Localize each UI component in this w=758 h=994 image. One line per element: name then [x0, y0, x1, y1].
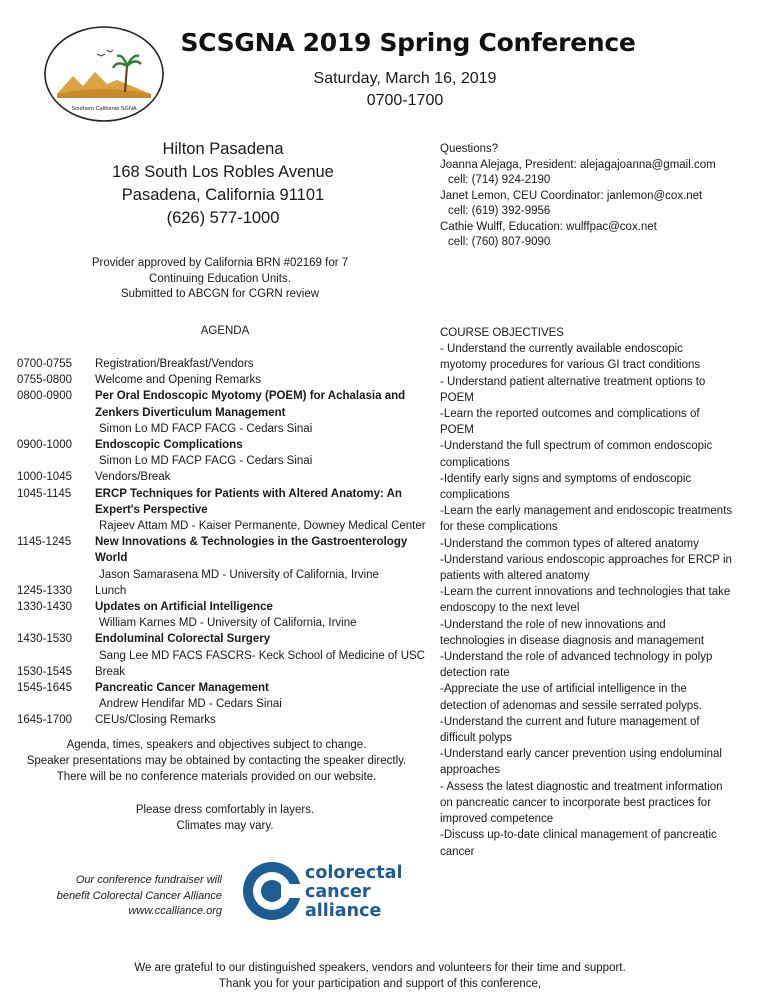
- objective-line: endoscopy to the next level: [440, 602, 580, 615]
- session-title: Registration/Breakfast/Vendors: [95, 358, 254, 370]
- note-line: Agenda, times, speakers and objectives subject to change.: [66, 739, 367, 751]
- cca-word: colorectal: [305, 863, 403, 883]
- session-speaker: Simon Lo MD FACP FACG - Cedars Sinai: [99, 455, 313, 468]
- agenda-time: 0900-1000: [17, 439, 72, 452]
- objective-line: patients with altered anatomy: [440, 570, 590, 583]
- objective-line: difficult polyps: [440, 732, 513, 745]
- session-speaker: Jason Samarasena MD - University of California, Irvine: [99, 568, 379, 581]
- agenda-row: [17, 583, 427, 599]
- contact-cell: cell: (619) 392-9956: [448, 205, 551, 217]
- session-speaker: Sang Lee MD FACS FASCRS- Keck School of Medicine of USC: [99, 649, 425, 662]
- agenda-session: [95, 664, 427, 680]
- fund-url: www.ccalliance.org: [128, 905, 222, 917]
- agenda-session: [95, 680, 427, 712]
- objective-line: - Understand the currently available endoscopic: [440, 343, 683, 356]
- agenda-time: 1530-1545: [17, 665, 72, 678]
- cca-word: cancer: [305, 882, 371, 902]
- objective-line: -Appreciate the use of artificial intelligence in the: [440, 683, 687, 696]
- objective-line: on pancreatic cancer to incorporate best practices for: [440, 796, 712, 809]
- fund-line: Our conference fundraiser will: [75, 874, 222, 886]
- agenda-row: [17, 388, 427, 437]
- agenda-session: [95, 388, 427, 437]
- contact-cell: cell: (714) 924-2190: [448, 174, 551, 186]
- agenda-row: [17, 631, 427, 663]
- venue-name: Hilton Pasadena: [162, 140, 284, 158]
- session-speaker: Simon Lo MD FACP FACG - Cedars Sinai: [99, 422, 313, 435]
- dress-note: [100, 802, 350, 834]
- objective-line: -Learn the reported outcomes and complications of: [440, 408, 700, 421]
- session-title: ERCP Techniques for Patients with Altered Anatomy: An Expert's Perspective: [95, 487, 402, 516]
- objective-line: -Identify early signs and symptoms of endoscopic: [440, 472, 692, 485]
- agenda-time: 1045-1145: [17, 487, 72, 500]
- agenda-row: [17, 599, 427, 631]
- objective-line: -Understand the role of advanced technology in polyp: [440, 651, 713, 664]
- footer-line: We are grateful to our distinguished speakers, vendors and volunteers for their time and support.: [134, 962, 626, 974]
- objective-line: -Understand early cancer prevention using endoluminal: [440, 748, 722, 761]
- objective-line: -Understand various endoscopic approaches for ERCP in: [440, 553, 732, 566]
- footer-line: Thank you for your participation and support of this conference,: [218, 978, 542, 990]
- session-title: CEUs/Closing Remarks: [95, 714, 216, 727]
- provider-line: Provider approved by California BRN #02169 for 7: [91, 257, 349, 269]
- session-title: Break: [95, 665, 126, 678]
- provider-approval: [70, 256, 370, 303]
- objectives-lines: [440, 341, 752, 860]
- agenda-notes: [14, 737, 419, 785]
- fund-line: benefit Colorectal Cancer Alliance: [56, 889, 222, 902]
- objective-line: -Discuss up-to-date clinical management of pancreatic: [440, 829, 717, 842]
- session-title: Vendors/Break: [95, 471, 171, 484]
- provider-line: Submitted to ABCGN for CGRN review: [120, 288, 320, 300]
- venue-phone: (626) 577-1000: [166, 209, 280, 227]
- agenda-row: [17, 486, 427, 535]
- agenda-session: [95, 437, 427, 469]
- agenda-time: 1000-1045: [17, 471, 72, 484]
- objective-line: POEM: [440, 424, 474, 437]
- agenda-time: 0755-0800: [17, 374, 72, 387]
- agenda-row: [17, 712, 427, 728]
- session-speaker: Andrew Hendifar MD - Cedars Sinai: [99, 698, 282, 711]
- objective-line: complications: [440, 489, 510, 502]
- venue-city: Pasadena, California 91101: [121, 186, 325, 204]
- agenda-list: [17, 356, 427, 729]
- agenda-heading: AGENDA: [200, 325, 250, 337]
- objective-line: -Learn the early management and endoscopic treatments: [440, 505, 733, 518]
- note-line: Speaker presentations may be obtained by contacting the speaker directly.: [26, 755, 407, 767]
- objective-line: for these complications: [440, 521, 558, 534]
- agenda-session: [95, 486, 427, 535]
- objective-line: POEM: [440, 391, 474, 404]
- agenda-time: 1245-1330: [17, 584, 72, 597]
- objective-line: myotomy procedures for various GI tract conditions: [440, 359, 701, 372]
- objective-line: -Learn the current innovations and technologies that take: [440, 586, 731, 599]
- agenda-session: [95, 583, 427, 599]
- objective-line: -Understand the current and future management of: [440, 715, 700, 728]
- conference-title: SCSGNA 2019 Spring Conference: [180, 28, 636, 57]
- cca-logo-text: [305, 864, 402, 921]
- cca-word: alliance: [305, 901, 382, 921]
- agenda-row: [17, 437, 427, 469]
- dress-line: Climates may vary.: [176, 820, 274, 832]
- objective-line: -Understand the role of new innovations and: [440, 618, 666, 631]
- agenda-session: [95, 372, 427, 388]
- note-line: There will be no conference materials provided on our website.: [56, 771, 377, 783]
- cca-logo-icon: [241, 860, 303, 922]
- objective-line: approaches: [440, 764, 501, 777]
- session-title: Welcome and Opening Remarks: [95, 374, 261, 387]
- contact-cell: cell: (760) 807-9090: [448, 236, 551, 248]
- agenda-session: [95, 534, 427, 583]
- agenda-row: [17, 372, 427, 388]
- session-title: Updates on Artificial Intelligence: [95, 601, 273, 614]
- dress-line: Please dress comfortably in layers.: [135, 804, 315, 816]
- objective-line: -Understand the common types of altered anatomy: [440, 537, 699, 550]
- agenda-time: 0700-0755: [17, 358, 72, 370]
- session-title: Endoluminal Colorectal Surgery: [95, 633, 271, 646]
- agenda-session: [95, 469, 427, 485]
- agenda-session: [95, 631, 427, 663]
- objective-line: -Understand the full spectrum of common endoscopic: [440, 440, 713, 453]
- agenda-time: 1430-1530: [17, 633, 72, 646]
- venue-block: [78, 138, 368, 230]
- session-title: Per Oral Endoscopic Myotomy (POEM) for Achalasia and Zenkers Diverticulum Management: [95, 390, 406, 419]
- objective-line: - Understand patient alternative treatment options to: [440, 375, 706, 388]
- agenda-session: [95, 356, 427, 372]
- agenda-session: [95, 599, 427, 631]
- agenda-row: [17, 664, 427, 680]
- session-title: Endoscopic Complications: [95, 439, 243, 452]
- scsgna-logo: [43, 24, 165, 124]
- agenda-time: 1545-1645: [17, 682, 72, 695]
- questions-block: [440, 142, 755, 251]
- conference-time: 0700-1700: [366, 92, 444, 109]
- venue-street: 168 South Los Robles Avenue: [112, 163, 334, 181]
- agenda-row: [17, 680, 427, 712]
- agenda-row: [17, 469, 427, 485]
- contact-text: Joanna Alejaga, President: alejagajoanna@gmail.com: [440, 158, 716, 171]
- questions-heading: Questions?: [440, 143, 499, 155]
- objective-line: complications: [440, 456, 510, 469]
- fundraiser-note: [40, 873, 222, 920]
- objective-line: detection of adenomas and sessile serrated polyps.: [440, 699, 703, 712]
- agenda-row: [17, 356, 427, 372]
- objective-line: cancer: [440, 845, 475, 858]
- session-title: Pancreatic Cancer Management: [95, 682, 269, 695]
- agenda-time: 1145-1245: [17, 536, 72, 549]
- session-title: Lunch: [95, 584, 127, 597]
- agenda-time: 1645-1700: [17, 714, 72, 727]
- course-objectives: [440, 325, 752, 860]
- objective-line: - Assess the latest diagnostic and treatment information: [440, 780, 723, 793]
- agenda-time: 0800-0900: [17, 390, 72, 403]
- session-speaker: Rajeev Attam MD - Kaiser Permanente, Downey Medical Center: [99, 520, 426, 533]
- objective-line: detection rate: [440, 667, 510, 680]
- objective-line: improved competence: [440, 813, 554, 826]
- conference-date: Saturday, March 16, 2019: [313, 70, 497, 87]
- agenda-session: [95, 712, 427, 728]
- provider-line: Continuing Education Units.: [149, 272, 291, 285]
- session-speaker: William Karnes MD - University of California, Irvine: [99, 617, 357, 630]
- contact-text: Cathie Wulff, Education: wulffpac@cox.net: [440, 220, 657, 233]
- objective-line: technologies in disease diagnosis and management: [440, 634, 705, 647]
- contact-text: Janet Lemon, CEU Coordinator: janlemon@cox.net: [440, 189, 703, 202]
- agenda-time: 1330-1430: [17, 601, 72, 614]
- session-title: New Innovations & Technologies in the Gastroenterology World: [95, 536, 408, 565]
- footer-thanks: [60, 960, 700, 992]
- agenda-row: [17, 534, 427, 583]
- logo-caption: Southern California SGNA: [71, 106, 137, 112]
- objectives-heading: COURSE OBJECTIVES: [440, 327, 564, 339]
